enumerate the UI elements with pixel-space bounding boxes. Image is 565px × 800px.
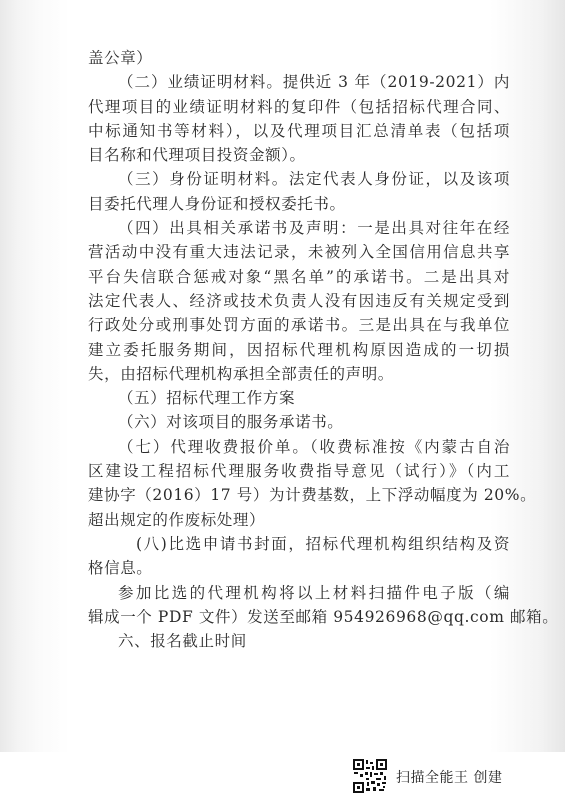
text-line: 盖公章） — [88, 49, 153, 67]
text-line: 辑成一个 PDF 文件）发送至邮箱 954926968@qq.com 邮箱。 — [88, 607, 559, 626]
text-line: 法定代表人、经济或技术负责人没有因违反有关规定受到 — [88, 291, 510, 310]
text-line: 参加比选的代理机构将以上材料扫描件电子版（编 — [118, 583, 510, 602]
text-line: 中标通知书等材料），以及代理项目汇总清单表（包括项 — [88, 121, 510, 140]
text-line: 六、报名截止时间 — [118, 632, 247, 651]
text-line: 建立委托服务期间，因招标代理机构原因造成的一切损 — [88, 340, 510, 359]
text-line: 目名称和代理项目投资金额）。 — [88, 146, 306, 165]
text-line: 格信息。 — [88, 559, 153, 578]
text-line: （五）招标代理工作方案 — [118, 389, 296, 408]
text-line: (八)比选申请书封面，招标代理机构组织结构及资 — [136, 534, 510, 553]
text-line: 超出规定的作废标处理） — [88, 510, 266, 529]
text-line: 平台失信联合惩戒对象“黑名单”的承诺书。二是出具对 — [88, 267, 510, 286]
text-line: 代理项目的业绩证明材料的复印件（包括招标代理合同、 — [88, 97, 510, 116]
text-line: （三）身份证明材料。法定代表人身份证，以及该项 — [118, 170, 510, 189]
qr-code-icon — [352, 758, 388, 794]
text-line: 失，由招标代理机构承担全部责任的声明。 — [88, 364, 394, 383]
text-line: （六）对该项目的服务承诺书。 — [118, 413, 344, 432]
text-line: 区建设工程招标代理服务收费指导意见（试行）》（内工 — [88, 462, 510, 481]
text-line: （二）业绩证明材料。提供近 3 年（2019-2021）内 — [118, 73, 510, 92]
text-line: 营活动中没有重大违法记录，未被列入全国信用信息共享 — [88, 243, 510, 262]
document-body — [88, 46, 559, 653]
text-line: 行政处分或刑事处罚方面的承诺书。三是出具在与我单位 — [88, 316, 510, 335]
scanner-app-watermark: 扫描全能王 创建 — [396, 770, 503, 786]
text-line: （七）代理收费报价单。（收费标准按《内蒙古自治 — [118, 437, 510, 456]
text-line: （四）出具相关承诺书及声明：一是出具对往年在经 — [118, 219, 510, 238]
text-line: 目委托代理人身份证和授权委托书。 — [88, 194, 346, 213]
text-line: 建协字（2016）17 号）为计费基数，上下浮动幅度为 20%。 — [88, 486, 537, 505]
